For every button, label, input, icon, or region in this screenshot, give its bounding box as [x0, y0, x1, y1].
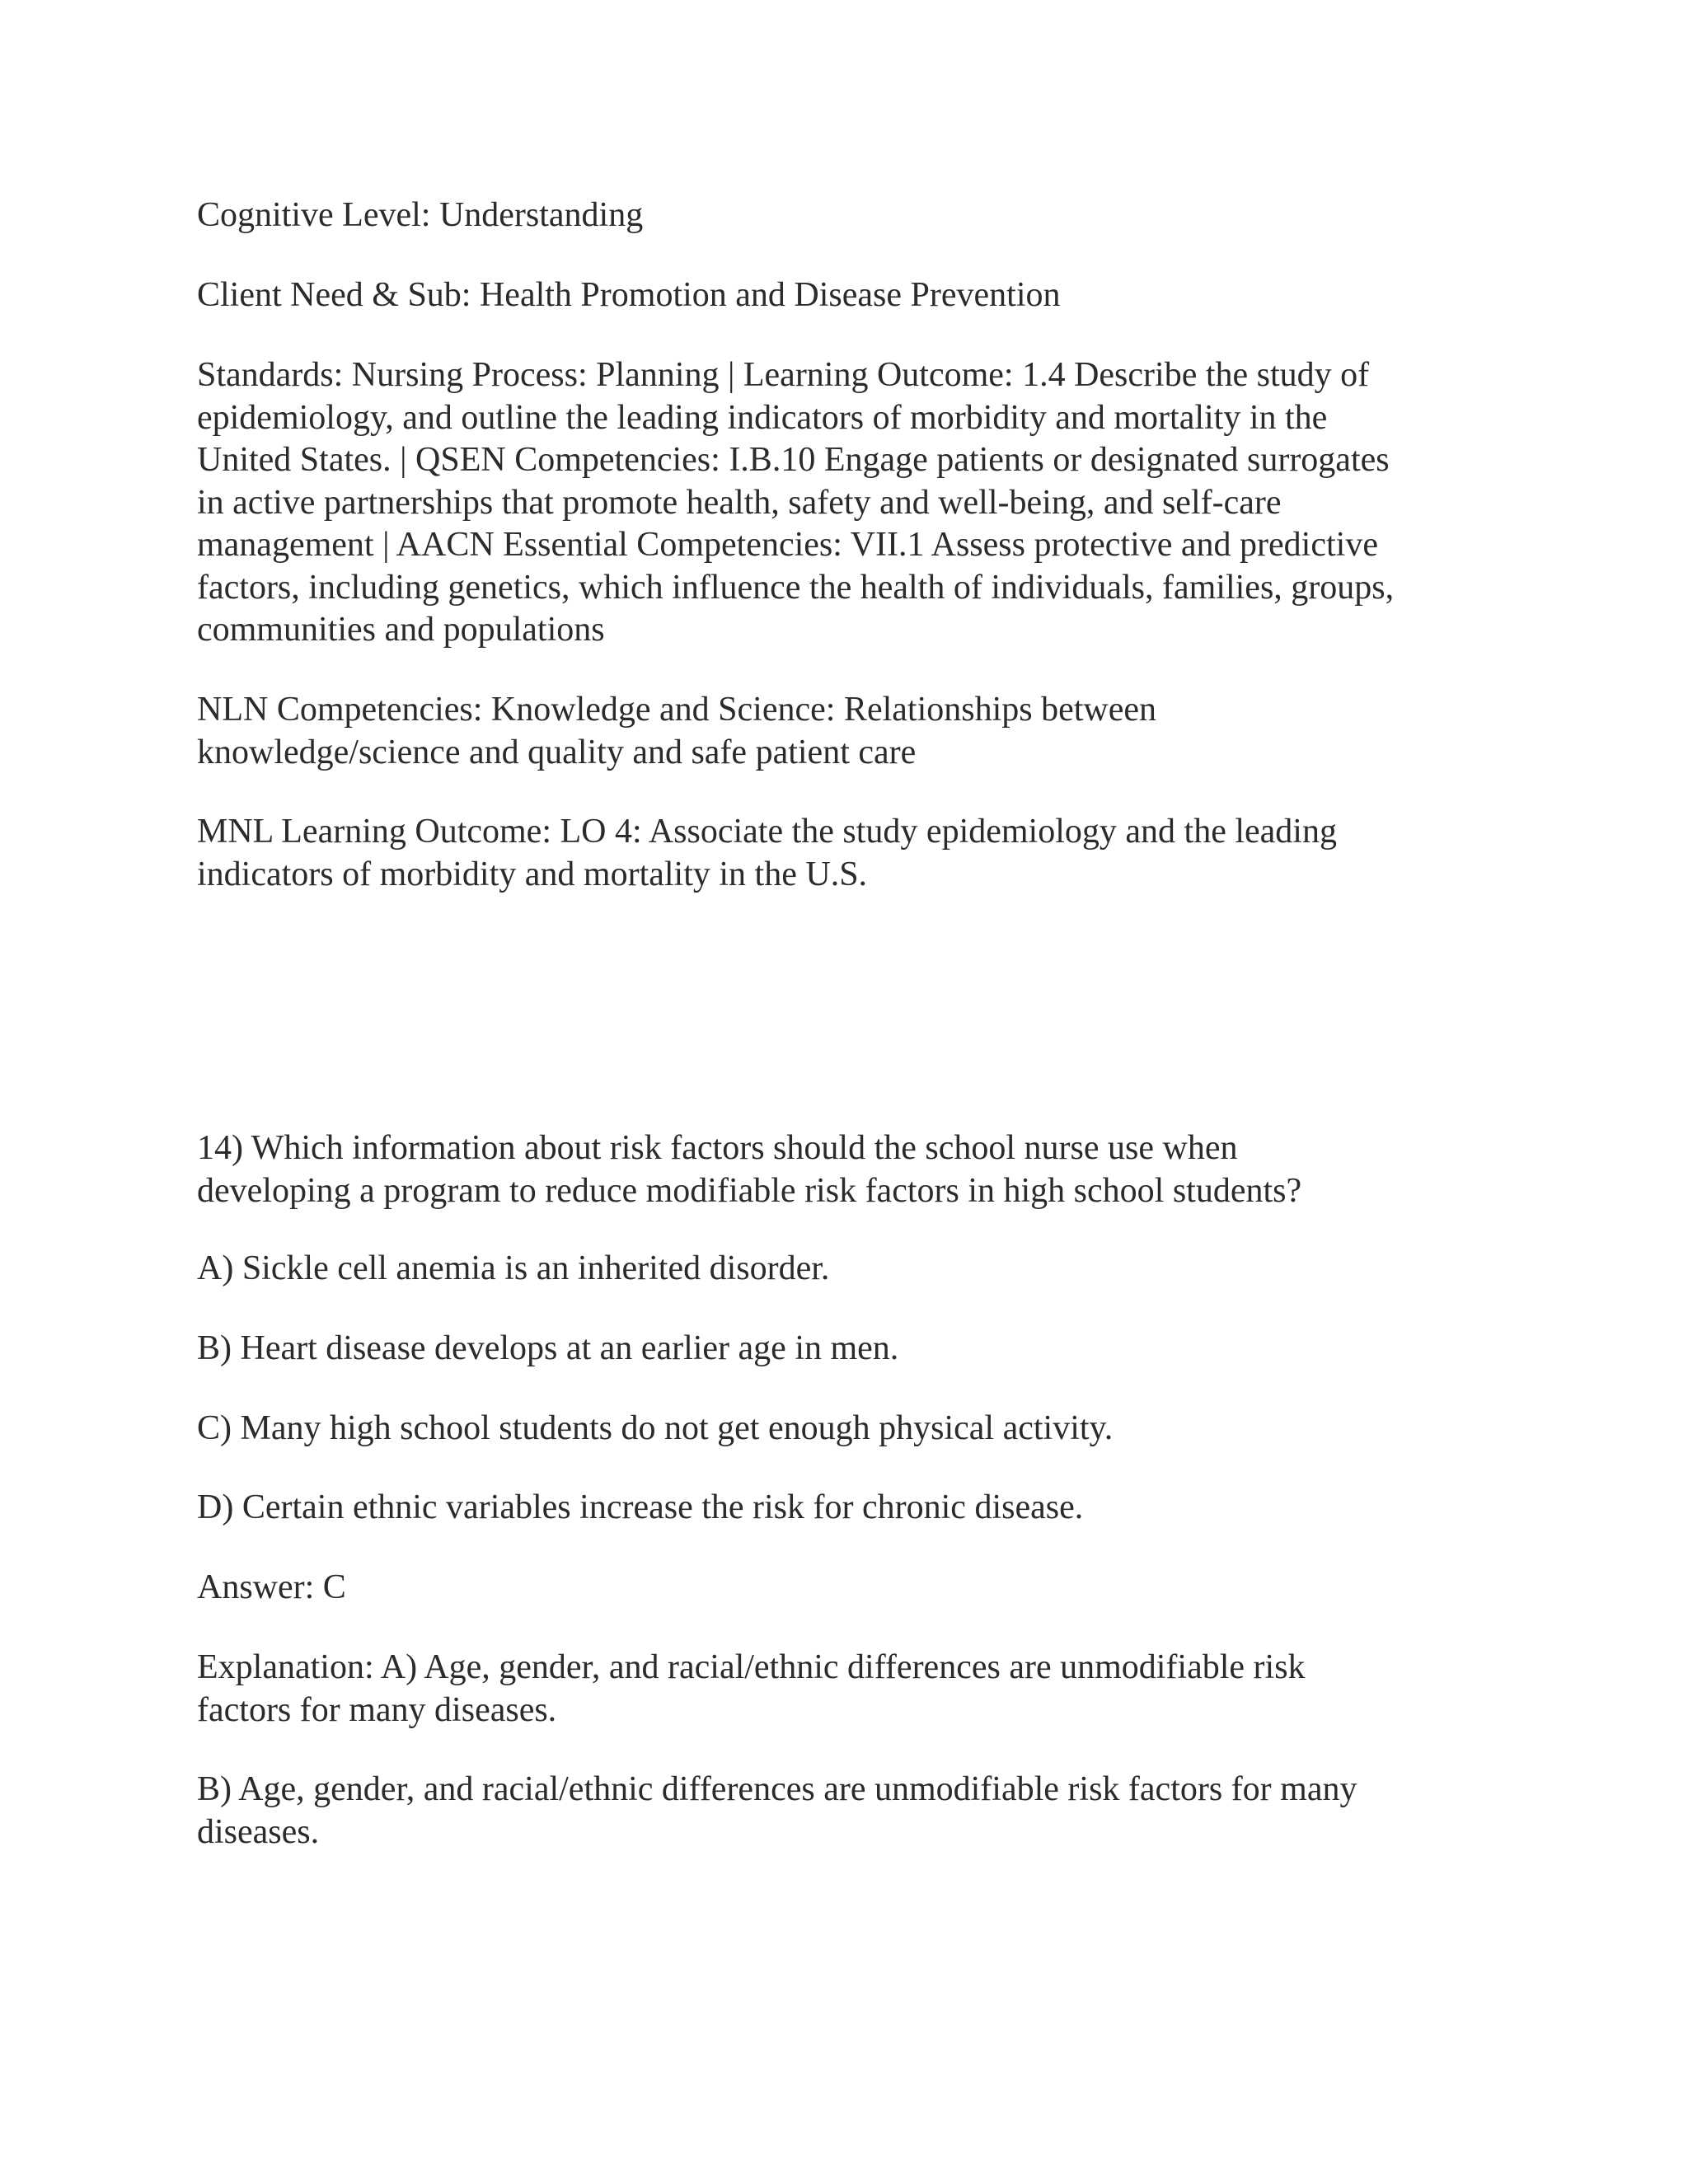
answer-option-a: A) Sickle cell anemia is an inherited disorder. — [197, 1249, 830, 1287]
question-stem: 14) Which information about risk factors should the school nurse use when developing a program to reduce modifiable risk factors in high school students? — [197, 1129, 1302, 1210]
nln-competencies-text: NLN Competencies: Knowledge and Science: Relationships between knowledge/science and quality and safe patient care — [197, 691, 1157, 771]
answer-option-c: C) Many high school students do not get enough physical activity. — [197, 1409, 1114, 1447]
cognitive-level-text: Cognitive Level: Understanding — [197, 196, 644, 234]
client-need-text: Client Need & Sub: Health Promotion and Disease Prevention — [197, 276, 1061, 314]
explanation-text: Explanation: A) Age, gender, and racial/ethnic differences are unmodifiable risk factors for many diseases. — [197, 1648, 1306, 1729]
explanation-b-text: B) Age, gender, and racial/ethnic differences are unmodifiable risk factors for many diseases. — [197, 1770, 1357, 1851]
mnl-learning-outcome-text: MNL Learning Outcome: LO 4: Associate the study epidemiology and the leading indicators of morbidity and mortality in the U.S. — [197, 813, 1337, 893]
answer-option-b: B) Heart disease develops at an earlier age in men. — [197, 1329, 899, 1367]
answer-option-d: D) Certain ethnic variables increase the risk for chronic disease. — [197, 1488, 1084, 1526]
answer-key: Answer: C — [197, 1568, 346, 1606]
standards-text: Standards: Nursing Process: Planning | Learning Outcome: 1.4 Describe the study of epidemiology, and outline the leading indicators of morbidity and mortality in the United States. | QSEN Competencies: I.B.10 Engage patients or designated surrogates in active partnerships that promote health, safety and well-being, and self-care management | AACN Essential Competencies: VII.1 Assess protective and predictive factors, including genetics, which influence the health of individuals, families, groups, communities and populations — [197, 356, 1395, 649]
